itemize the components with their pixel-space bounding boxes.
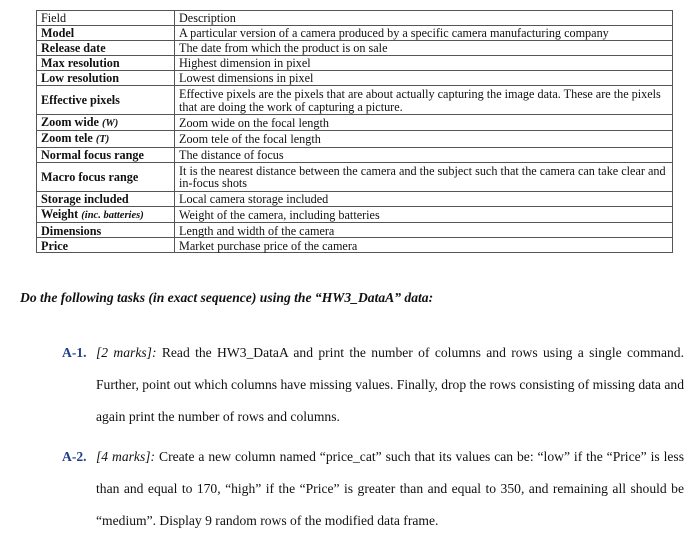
description-cell: Zoom wide on the focal length — [175, 115, 673, 131]
table-row — [37, 238, 673, 253]
field-cell: Model — [37, 26, 175, 41]
description-cell: The date from which the product is on sale — [175, 41, 673, 56]
task-number: A-2. — [62, 449, 87, 464]
field-cell: Dimensions — [37, 223, 175, 238]
field-cell: Macro focus range — [37, 162, 175, 191]
description-cell: Lowest dimensions in pixel — [175, 71, 673, 86]
description-cell: Weight of the camera, including batteries — [175, 206, 673, 222]
task-item — [62, 441, 684, 537]
field-cell: Max resolution — [37, 56, 175, 71]
task-text: Create a new column named “price_cat” such that its values can be: “low” if the “Price” is less than and equal to 170, “high” if the “Price” is greater than and equal to 350, and remaining all should be “medium”. Display 9 random rows of the modified data frame. — [96, 449, 684, 528]
field-cell: Weight (inc. batteries) — [37, 206, 175, 222]
header-field: Field — [37, 11, 175, 26]
data-dictionary-table — [36, 10, 673, 253]
description-cell: Local camera storage included — [175, 191, 673, 206]
table-row — [37, 56, 673, 71]
task-number: A-1. — [62, 345, 87, 360]
field-cell: Effective pixels — [37, 86, 175, 115]
description-cell: Zoom tele of the focal length — [175, 131, 673, 147]
task-marks: [4 marks]: — [96, 449, 156, 464]
description-cell: Length and width of the camera — [175, 223, 673, 238]
description-cell: Highest dimension in pixel — [175, 56, 673, 71]
table-row — [37, 131, 673, 147]
table-row — [37, 191, 673, 206]
field-cell: Zoom tele (T) — [37, 131, 175, 147]
task-body — [96, 337, 684, 433]
field-cell: Normal focus range — [37, 147, 175, 162]
task-item — [62, 337, 684, 433]
tasks-heading: Do the following tasks (in exact sequence) using the “HW3_DataA” data: — [20, 290, 434, 305]
table-row — [37, 86, 673, 115]
table-row — [37, 26, 673, 41]
field-suffix: (T) — [95, 134, 110, 146]
description-cell: It is the nearest distance between the camera and the subject such that the camera can take clear and in-focus shots — [175, 162, 673, 191]
description-cell: The distance of focus — [175, 147, 673, 162]
table-row — [37, 162, 673, 191]
task-text: Read the HW3_DataA and print the number of columns and rows using a single command. Further, point out which columns have missing values. Finally, drop the rows consisting of missing data and again print the number of rows and columns. — [96, 345, 684, 424]
field-suffix: (W) — [101, 118, 119, 129]
description-cell: Market purchase price of the camera — [175, 238, 673, 253]
description-cell: Effective pixels are the pixels that are about actually capturing the image data. These are the pixels that are doing the work of capturing a picture. — [175, 86, 673, 115]
field-cell: Zoom wide (W) — [37, 115, 175, 131]
table-row — [37, 115, 673, 131]
field-cell: Storage included — [37, 191, 175, 206]
task-marks: [2 marks]: — [96, 345, 157, 360]
table-row — [37, 223, 673, 238]
task-body — [96, 441, 684, 537]
field-description-table — [36, 10, 672, 253]
field-cell: Price — [37, 238, 175, 253]
field-suffix: (inc. batteries) — [81, 209, 144, 221]
table-row — [37, 206, 673, 222]
field-cell: Release date — [37, 41, 175, 56]
table-row — [37, 41, 673, 56]
field-cell: Low resolution — [37, 71, 175, 86]
description-cell: A particular version of a camera produced by a specific camera manufacturing company — [175, 26, 673, 41]
table-header-row — [37, 11, 673, 26]
table-row — [37, 71, 673, 86]
header-description: Description — [175, 11, 673, 26]
table-row — [37, 147, 673, 162]
